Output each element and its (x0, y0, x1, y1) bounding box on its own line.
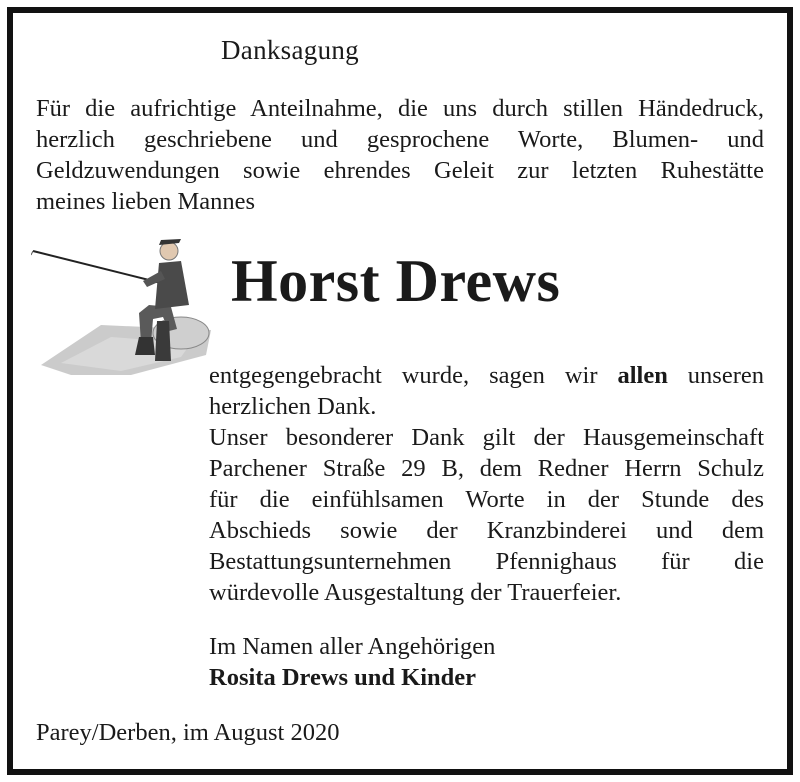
angler-fishing-icon (31, 225, 231, 385)
body-line: herzlichen Dank. (209, 393, 377, 420)
body-text: entgegengebracht wurde, sagen wir (209, 362, 618, 389)
notice-title: Danksagung (221, 35, 359, 65)
intro-line: meines lieben Mannes (36, 188, 256, 215)
intro-line: Für die aufrichtige Anteilnahme, die uns durch stillen Händedruck, (36, 95, 764, 122)
body-line: Bestattungsunternehmen Pfennighaus für die (209, 548, 764, 575)
body-paragraph (209, 360, 764, 608)
body-line: für die einfühlsamen Worte in der Stunde des (209, 486, 764, 513)
intro-paragraph (36, 93, 764, 217)
emphasis-word: allen (617, 362, 668, 389)
signature: Rosita Drews und Kinder (209, 664, 477, 691)
deceased-name: Horst Drews (231, 248, 561, 314)
body-line: würdevolle Ausgestaltung der Trauerfeier. (209, 579, 622, 606)
place-date: Parey/Derben, im August 2020 (36, 719, 340, 746)
body-line: Unser besonderer Dank gilt der Hausgemeinschaft (209, 424, 764, 451)
closing-line: Im Namen aller Angehörigen (209, 633, 496, 660)
body-line: Abschieds sowie der Kranzbinderei und dem (209, 517, 764, 544)
closing-block (209, 631, 495, 693)
intro-line: herzlich geschriebene und gesprochene Worte, Blumen- und (36, 126, 764, 153)
body-line (209, 360, 764, 391)
obituary-notice (7, 7, 793, 775)
intro-line: Geldzuwendungen sowie ehrendes Geleit zur letzten Ruhestätte (36, 157, 764, 184)
body-text: unseren (667, 362, 764, 389)
body-line: Parchener Straße 29 B, dem Redner Herrn Schulz (209, 455, 764, 482)
